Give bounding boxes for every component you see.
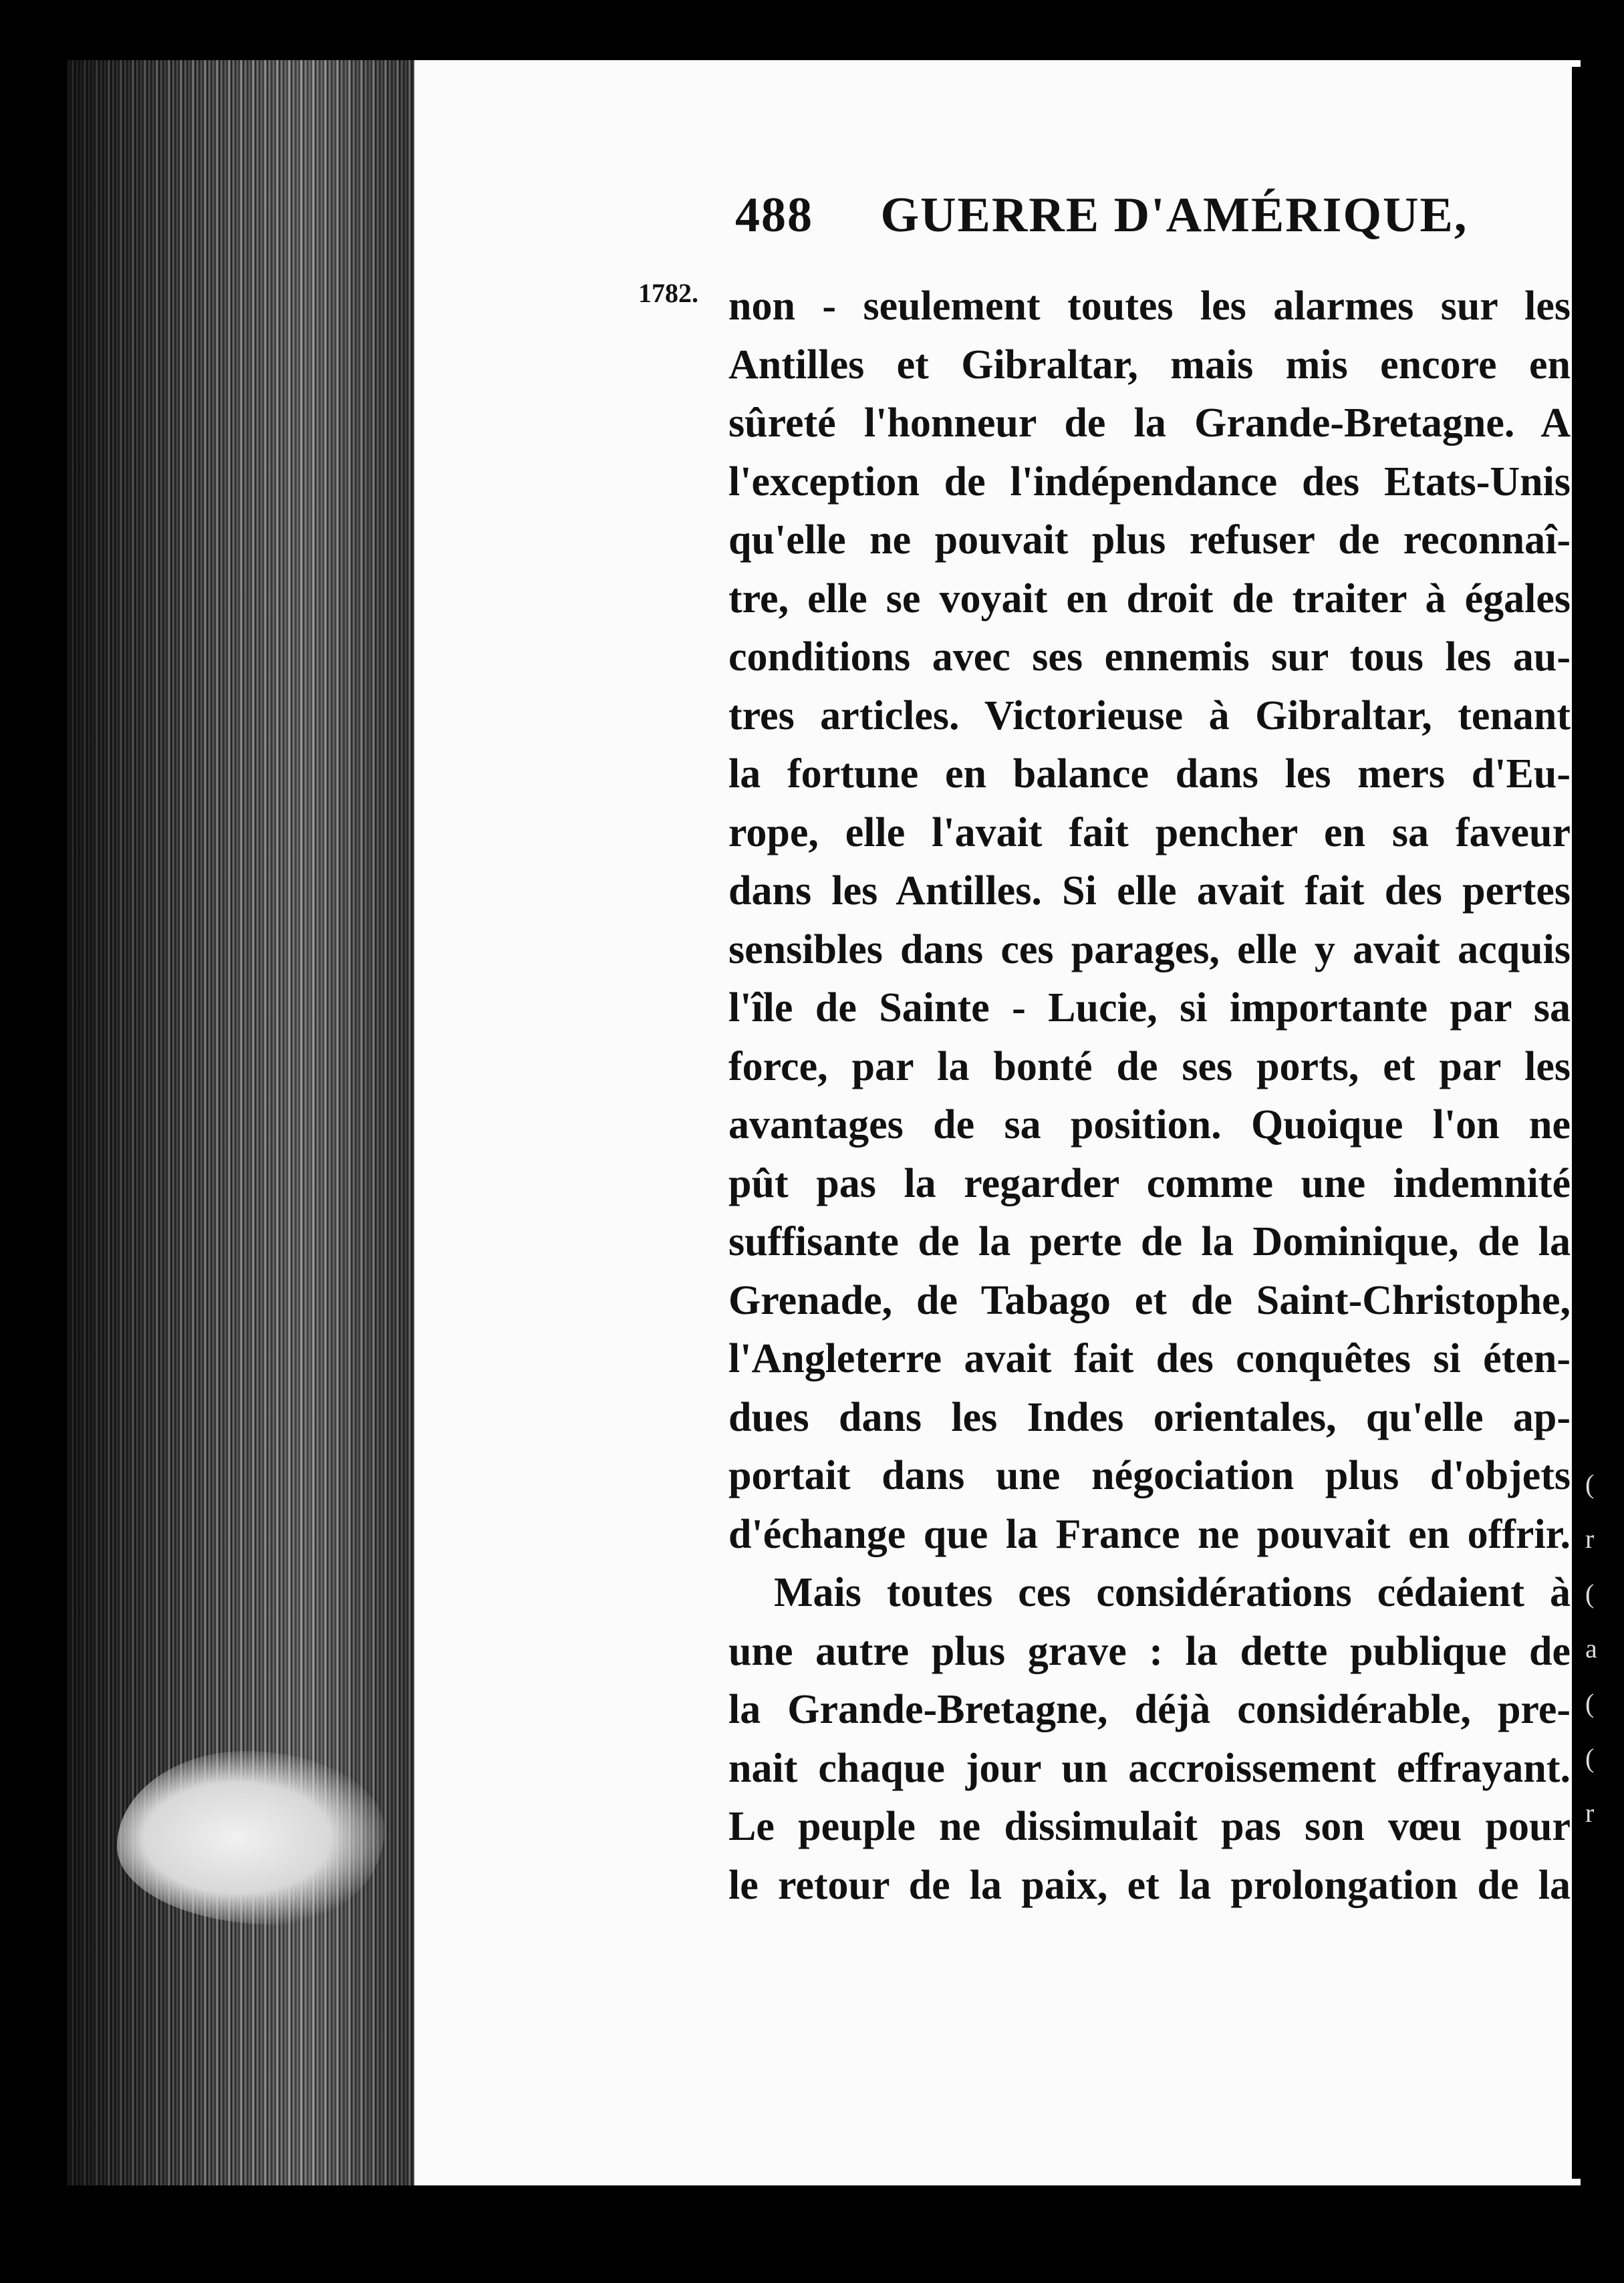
facing-fragment: r — [1585, 1798, 1595, 1828]
text-line: le retour de la paix, et la prolongation de la — [728, 1862, 1571, 1908]
body-text — [728, 277, 1571, 1915]
facing-fragment: ( — [1585, 1743, 1595, 1773]
text-line: la fortune en balance dans les mers d'Eu- — [728, 751, 1571, 797]
running-head — [735, 187, 1564, 261]
text-line: qu'elle ne pouvait plus refuser de reconnaî- — [728, 517, 1571, 563]
text-line: Mais toutes ces considérations cédaient à — [774, 1570, 1571, 1615]
facing-fragment: ( — [1585, 1579, 1595, 1609]
paragraph — [728, 1564, 1571, 1915]
facing-page-fragments — [1585, 1457, 1612, 1992]
gutter-shadow — [1572, 67, 1581, 2179]
page-number: 488 — [735, 188, 813, 243]
text-line: une autre plus grave : la dette publique de — [728, 1628, 1571, 1674]
text-line: force, par la bonté de ses ports, et par les — [728, 1043, 1571, 1089]
text-line: sûreté l'honneur de la Grande-Bretagne. A — [728, 400, 1571, 446]
text-line: dans les Antilles. Si elle avait fait des pertes — [728, 868, 1571, 914]
text-line: d'échange que la France ne pouvait en offrir. — [728, 1511, 1571, 1557]
paragraph — [728, 277, 1571, 1564]
text-line: l'exception de l'indépendance des Etats-Unis — [728, 458, 1571, 505]
text-line: conditions avec ses ennemis sur tous les au- — [728, 634, 1571, 680]
margin-year: 1782. — [638, 278, 698, 308]
facing-fragment: r — [1585, 1524, 1595, 1554]
text-line: sensibles dans ces parages, elle y avait acquis — [728, 926, 1571, 972]
text-line: portait dans une négociation plus d'objets — [728, 1453, 1571, 1498]
text-line: nait chaque jour un accroissement effrayant. — [728, 1745, 1571, 1791]
facing-fragment: ( — [1585, 1469, 1595, 1499]
text-line: avantages de sa position. Quoique l'on ne — [728, 1102, 1571, 1148]
text-line: Antilles et Gibraltar, mais mis encore en — [728, 342, 1571, 388]
text-line: rope, elle l'avait fait pencher en sa faveur — [728, 809, 1571, 855]
text-line: Grenade, de Tabago et de Saint-Christophe, — [728, 1277, 1571, 1323]
running-title: GUERRE D'AMÉRIQUE, — [880, 188, 1468, 243]
text-line: l'île de Sainte - Lucie, si importante par sa — [728, 985, 1571, 1031]
text-line: Le peuple ne dissimulait pas son vœu pour — [728, 1804, 1571, 1849]
text-line: tre, elle se voyait en droit de traiter à égales — [728, 575, 1571, 622]
facing-fragment: ( — [1585, 1688, 1595, 1718]
facing-fragment: a — [1585, 1633, 1597, 1663]
text-line: la Grande-Bretagne, déjà considérable, pre- — [728, 1687, 1571, 1732]
text-line: dues dans les Indes orientales, qu'elle ap- — [728, 1394, 1571, 1440]
text-line: l'Angleterre avait fait des conquêtes si éten- — [728, 1336, 1571, 1381]
text-line: suffisante de la perte de la Dominique, de la — [728, 1219, 1571, 1264]
text-line: non - seulement toutes les alarmes sur les — [728, 283, 1571, 329]
text-line: pût pas la regarder comme une indemnité — [728, 1160, 1571, 1206]
text-line: tres articles. Victorieuse à Gibraltar, tenant — [728, 692, 1571, 738]
